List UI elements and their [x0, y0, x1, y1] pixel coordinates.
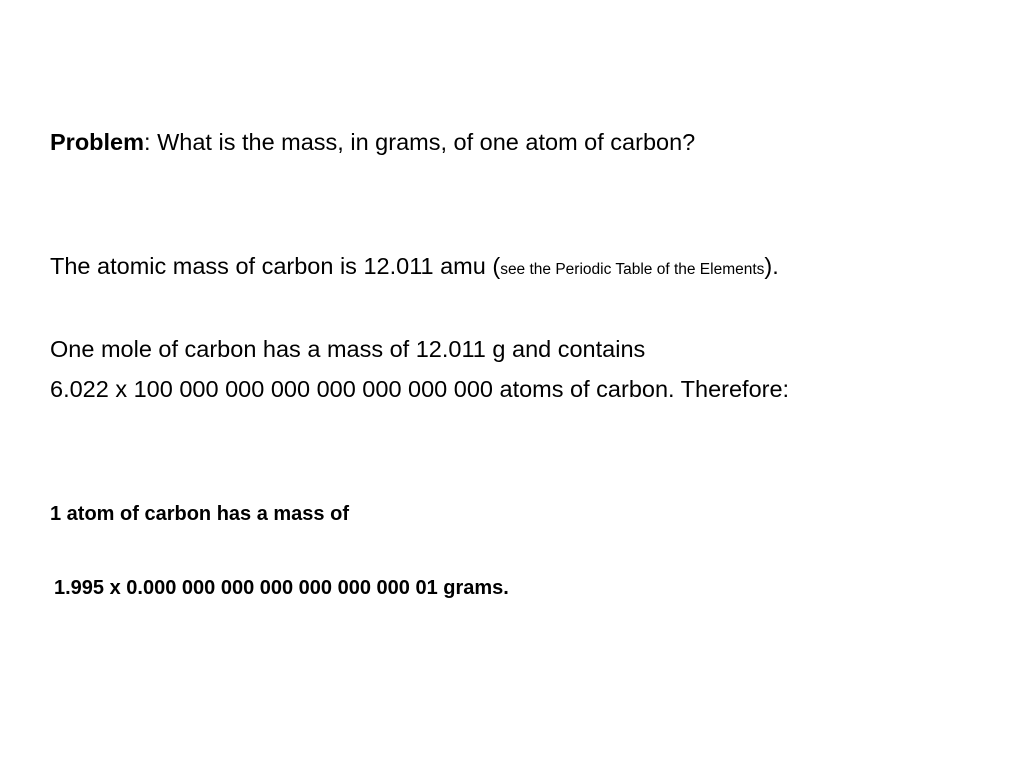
atomic-mass-closing: ).: [764, 253, 779, 279]
conclusion-answer: 1.995 x 0.000 000 000 000 000 000 000 01 grams.: [54, 577, 509, 599]
problem-label: Problem: [50, 129, 145, 155]
atomic-mass-text: The atomic mass of carbon is 12.011 amu (: [50, 253, 501, 279]
periodic-table-note: see the Periodic Table of the Elements: [500, 261, 765, 278]
problem-question: : What is the mass, in grams, of one atom of carbon?: [144, 129, 696, 155]
conclusion-line-1: 1 atom of carbon has a mass of: [50, 503, 349, 525]
atomic-mass-statement: [50, 253, 779, 280]
mole-statement-line-1: One mole of carbon has a mass of 12.011 g and contains: [50, 336, 646, 362]
mole-statement-line-2: 6.022 x 100 000 000 000 000 000 000 000 atoms of carbon. Therefore:: [50, 376, 790, 402]
problem-statement: [50, 129, 695, 156]
